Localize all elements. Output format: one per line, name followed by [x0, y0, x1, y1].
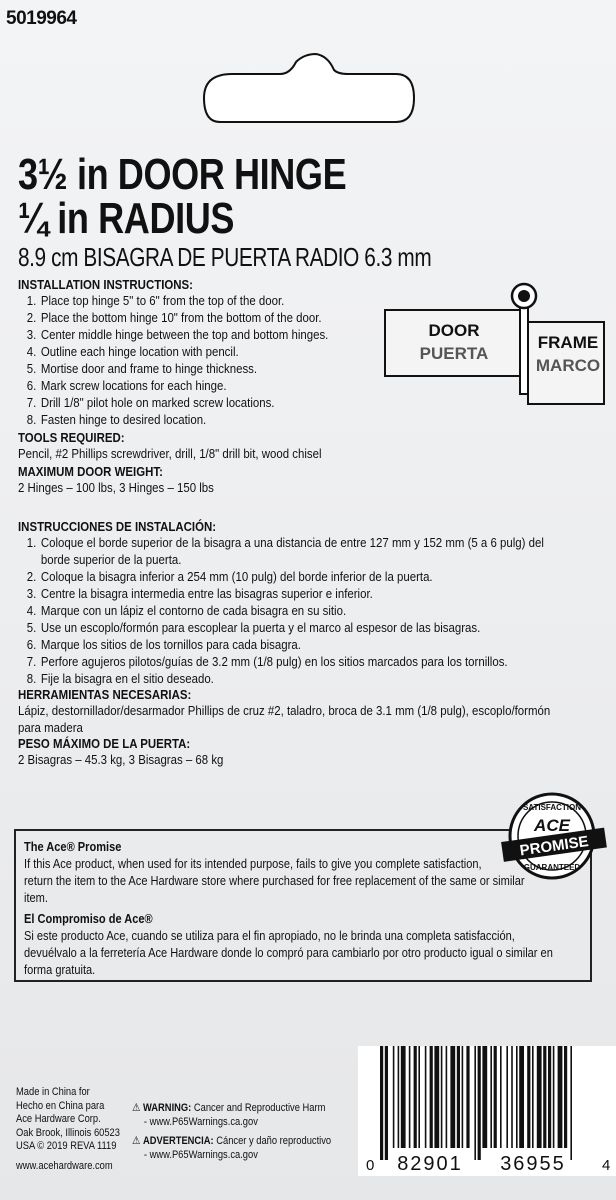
promise-en-line: return the item to the Ace Hardware store where purchased for free replacement of the same or similar — [24, 873, 525, 888]
promise-es-line: Si este producto Ace, cuando se utiliza para el fin apropiado, no le brinda una completa satisfacción, — [24, 928, 515, 943]
barcode-bar — [380, 1046, 383, 1160]
instrucciones-heading: INSTRUCCIONES DE INSTALACIÓN: — [18, 519, 217, 534]
instruccion-step: 4. Marque con un lápiz el contorno de cada bisagra en su sitio. — [26, 603, 347, 618]
barcode-bar — [570, 1046, 572, 1160]
advertencia-text: Cáncer y daño reproductivo — [216, 1135, 332, 1147]
barcode-bar — [506, 1046, 508, 1148]
sku-number: 5019964 — [6, 8, 77, 29]
puerta-label: PUERTA — [419, 344, 489, 363]
barcode-bar — [393, 1046, 395, 1148]
warning-text: Cancer and Reproductive Harm — [193, 1102, 326, 1114]
herramientas-text-2: para madera — [18, 720, 83, 735]
warning-triangle-icon: ⚠ — [132, 1135, 141, 1147]
title-line-1: 3½ in DOOR HINGE — [18, 150, 347, 199]
origin-line: Hecho en China para — [16, 1099, 105, 1112]
install-step: 7. Drill 1/8" pilot hole on marked screw locations. — [26, 395, 275, 410]
barcode-digit-left: 0 — [366, 1157, 375, 1174]
frame-label: FRAME — [537, 333, 599, 352]
ace-promise-text — [24, 838, 568, 978]
barcode-bar — [446, 1046, 448, 1148]
barcode-bar — [409, 1046, 411, 1148]
weight-heading: MAXIMUM DOOR WEIGHT: — [18, 464, 163, 479]
install-step: 4. Outline each hinge location with pencil. — [26, 344, 239, 359]
barcode-bar — [527, 1046, 530, 1148]
title-line-2: ¼ in RADIUS — [18, 194, 235, 243]
ace-promise-badge — [500, 788, 610, 888]
subtitle: 8.9 cm BISAGRA DE PUERTA RADIO 6.3 mm — [18, 242, 432, 272]
promise-heading-en: The Ace® Promise — [24, 839, 122, 854]
barcode-bar — [441, 1046, 443, 1148]
barcode-bar — [418, 1046, 420, 1148]
install-step: 5. Mortise door and frame to hinge thickness. — [26, 361, 258, 376]
barcode-bar — [462, 1046, 464, 1148]
barcode-bar — [490, 1046, 492, 1148]
barcode-bar — [548, 1046, 551, 1148]
install-step: 8. Fasten hinge to desired location. — [26, 412, 207, 427]
barcode-digits-group2: 36955 — [500, 1153, 566, 1175]
barcode-bar — [466, 1046, 469, 1148]
barcode-bar — [558, 1046, 563, 1148]
barcode-bar — [450, 1046, 455, 1148]
barcode-bar — [398, 1046, 400, 1148]
marco-label: MARCO — [535, 356, 601, 375]
instruccion-step: 6. Marque los sitios de los tornillos para cada bisagra. — [26, 637, 301, 652]
barcode-bar — [537, 1046, 542, 1148]
instruccion-step: 2. Coloque la bisagra inferior a 254 mm (10 pulg) del borde inferior de la puerta. — [26, 569, 433, 584]
barcode-bar — [425, 1046, 427, 1148]
barcode-bar — [543, 1046, 546, 1148]
instruccion-step: 8. Fije la bisagra en el sitio deseado. — [26, 671, 214, 686]
tools-heading: TOOLS REQUIRED: — [18, 430, 125, 445]
warning-label: WARNING: — [142, 1102, 192, 1114]
instruccion-step: 3. Centre la bisagra intermedia entre las bisagras superior e inferior. — [26, 586, 373, 601]
barcode-digits-group1: 82901 — [397, 1153, 463, 1175]
barcode-bar — [564, 1046, 567, 1148]
barcode-bar — [519, 1046, 524, 1148]
barcode-bar — [478, 1046, 481, 1160]
barcode-bar — [414, 1046, 417, 1148]
barcode-bar — [430, 1046, 433, 1148]
badge-promise: PROMISE — [518, 832, 590, 860]
install-step: 3. Center middle hinge between the top and bottom hinges. — [26, 327, 329, 342]
hinge-pin — [518, 290, 530, 302]
herramientas-heading: HERRAMIENTAS NECESARIAS: — [18, 687, 192, 702]
peso-heading: PESO MÁXIMO DE LA PUERTA: — [18, 736, 191, 751]
promise-heading-es: El Compromiso de Ace® — [24, 911, 153, 926]
prop65-warning — [132, 1102, 331, 1162]
hang-hole — [0, 0, 616, 140]
barcode-bar — [532, 1046, 534, 1148]
herramientas-text-1: Lápiz, destornillador/desarmador Phillips de cruz #2, taladro, broca de 3.1 mm (1/8 pulg), escoplo/formón — [18, 703, 551, 718]
tools-text: Pencil, #2 Phillips screwdriver, drill, 1/8" drill bit, wood chisel — [18, 446, 322, 461]
promise-es-line: devuélvalo a la ferretería Ace Hardware donde lo compró para cambiarlo por otro producto igual o similar en — [24, 945, 553, 960]
barcode-bar — [553, 1046, 555, 1148]
origin-line: USA © 2019 REVA 1119 — [16, 1140, 117, 1152]
promise-en-line: If this Ace product, when used for its intended purpose, fails to give you complete satisfaction, — [24, 856, 482, 871]
install-step: 6. Mark screw locations for each hinge. — [26, 378, 227, 393]
website: www.acehardware.com — [16, 1159, 113, 1172]
barcode-bar — [474, 1046, 476, 1160]
instruccion-step: 1. Coloque el borde superior de la bisagra a una distancia de entre 127 mm y 152 mm (5 a 6 pulg) del — [26, 535, 544, 550]
instrucciones-steps — [18, 534, 581, 687]
origin-line: Made in China for — [16, 1086, 90, 1098]
door-frame-diagram — [384, 282, 610, 408]
origin-info — [16, 1086, 120, 1173]
hinge-leaf — [520, 304, 528, 394]
install-step: 2. Place the bottom hinge 10" from the bottom of the door. — [26, 310, 322, 325]
warning-url: - www.P65Warnings.ca.gov — [143, 1115, 258, 1128]
barcode-bar — [494, 1046, 497, 1148]
advertencia-url: - www.P65Warnings.ca.gov — [143, 1148, 258, 1161]
promise-en-line: item. — [24, 890, 48, 905]
barcode-bar — [457, 1046, 460, 1148]
barcode-bar — [434, 1046, 439, 1148]
warning-triangle-icon: ⚠ — [132, 1102, 141, 1114]
origin-line: Ace Hardware Corp. — [16, 1113, 101, 1125]
barcode-bar — [401, 1046, 406, 1148]
install-step: 1. Place top hinge 5" to 6" from the top of the door. — [26, 293, 285, 308]
barcode-bar — [482, 1046, 487, 1148]
badge-ace-logo: ACE — [534, 816, 570, 835]
peso-text: 2 Bisagras – 45.3 kg, 3 Bisagras – 68 kg — [18, 752, 224, 767]
instruccion-step: 5. Use un escoplo/formón para escoplear la puerta y el marco al espesor de las bisagras. — [26, 620, 481, 635]
barcode-bar — [500, 1046, 502, 1148]
advertencia-label: ADVERTENCIA: — [142, 1135, 214, 1147]
door-label: DOOR — [428, 321, 480, 340]
badge-guaranteed: GUARANTEED — [523, 863, 581, 872]
weight-text: 2 Hinges – 100 lbs, 3 Hinges – 150 lbs — [18, 480, 214, 495]
instruccion-step: 7. Perfore agujeros pilotos/guías de 3.2 mm (1/8 pulg) en los sitios marcados para los tornillos. — [26, 654, 508, 669]
barcode-bar — [511, 1046, 513, 1148]
instruccion-step-cont: borde superior de la puerta. — [40, 552, 182, 567]
barcode-digit-right: 4 — [602, 1157, 611, 1174]
door-box — [385, 310, 523, 376]
origin-line: Oak Brook, Illinois 60523 — [16, 1126, 120, 1139]
barcode-bar — [385, 1046, 388, 1160]
barcode-bar — [516, 1046, 518, 1148]
spanish-instructions — [18, 519, 581, 768]
install-heading: INSTALLATION INSTRUCTIONS: — [18, 277, 193, 292]
upc-barcode — [358, 1046, 616, 1176]
install-steps — [18, 292, 388, 428]
promise-es-line: forma gratuita. — [24, 962, 96, 977]
badge-satisfaction: SATISFACTION — [522, 803, 582, 812]
